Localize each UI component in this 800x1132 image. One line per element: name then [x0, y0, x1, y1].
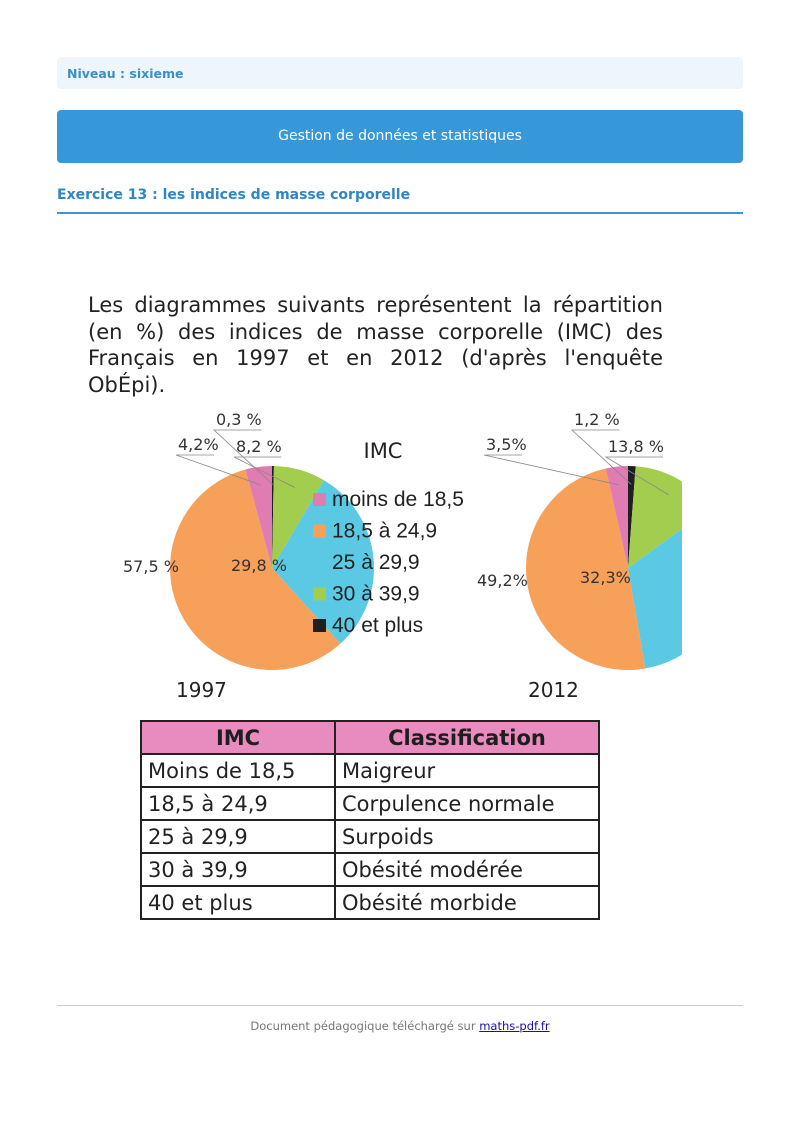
figure-intro-text: Les diagrammes suivants représentent la répartition (en %) des indices de masse corporelle (IMC) des Français en 1997 et en 2012 (d'après l'enquête ObÉpi).	[88, 293, 663, 397]
footer-divider	[57, 1005, 743, 1006]
data-label: 13,8 %	[608, 437, 664, 456]
data-label: 1,2 %	[574, 410, 620, 429]
footer-link[interactable]: maths-pdf.fr	[479, 1019, 550, 1033]
legend-item-label: moins de 18,5	[332, 488, 464, 511]
legend-title: IMC	[363, 439, 403, 463]
exercise-divider	[57, 212, 743, 214]
legend-swatch	[313, 619, 326, 632]
pie-charts	[70, 280, 682, 720]
level-box	[57, 57, 743, 89]
legend-swatch	[313, 588, 326, 601]
table-cell-classification: Surpoids	[335, 820, 599, 853]
data-label: 29,8 %	[231, 556, 287, 575]
data-label: 4,2%	[178, 435, 219, 454]
table-cell-classification: Obésité morbide	[335, 886, 599, 919]
legend-item-label: 25 à 29,9	[332, 551, 420, 574]
table-cell-classification: Corpulence normale	[335, 787, 599, 820]
data-label: 0,3 %	[216, 410, 262, 429]
topic-title: Gestion de données et statistiques	[278, 128, 522, 144]
data-label: 49,2%	[477, 571, 528, 590]
table-row	[141, 787, 599, 820]
exercise-title: Exercice 13 : les indices de masse corporelle	[57, 187, 411, 203]
table-row	[141, 754, 599, 787]
data-label: 57,5 %	[123, 557, 179, 576]
data-label: 8,2 %	[236, 437, 282, 456]
exercise-figure	[70, 280, 682, 928]
topic-banner	[57, 110, 743, 163]
table-cell-imc: 18,5 à 24,9	[141, 787, 335, 820]
footer	[0, 1019, 800, 1033]
table-cell-classification: Maigreur	[335, 754, 599, 787]
table-cell-classification: Obésité modérée	[335, 853, 599, 886]
legend-item-label: 18,5 à 24,9	[332, 519, 438, 543]
table-cell-imc: Moins de 18,5	[141, 754, 335, 787]
leader-line	[484, 455, 619, 485]
table-cell-imc: 30 à 39,9	[141, 853, 335, 886]
table-cell-imc: 25 à 29,9	[141, 820, 335, 853]
data-label: 3,5%	[486, 435, 527, 454]
table-row	[141, 886, 599, 919]
imc-classification-table	[140, 720, 600, 920]
footer-text: Document pédagogique téléchargé sur	[250, 1019, 480, 1033]
legend-item-label: 30 à 39,9	[332, 582, 420, 606]
table-header-imc: IMC	[141, 721, 335, 754]
chart-year-label: 1997	[176, 678, 227, 702]
table-row	[141, 853, 599, 886]
table-row	[141, 820, 599, 853]
table-header-classification: Classification	[335, 721, 599, 754]
legend-swatch	[313, 493, 326, 506]
level-label: Niveau : sixieme	[67, 66, 184, 81]
table-header-row	[141, 721, 599, 754]
table-cell-imc: 40 et plus	[141, 886, 335, 919]
legend-swatch	[313, 556, 326, 569]
data-label: 32,3%	[580, 568, 631, 587]
chart-year-label: 2012	[528, 678, 579, 702]
legend-swatch	[313, 525, 326, 538]
legend-item-label: 40 et plus	[332, 614, 424, 637]
